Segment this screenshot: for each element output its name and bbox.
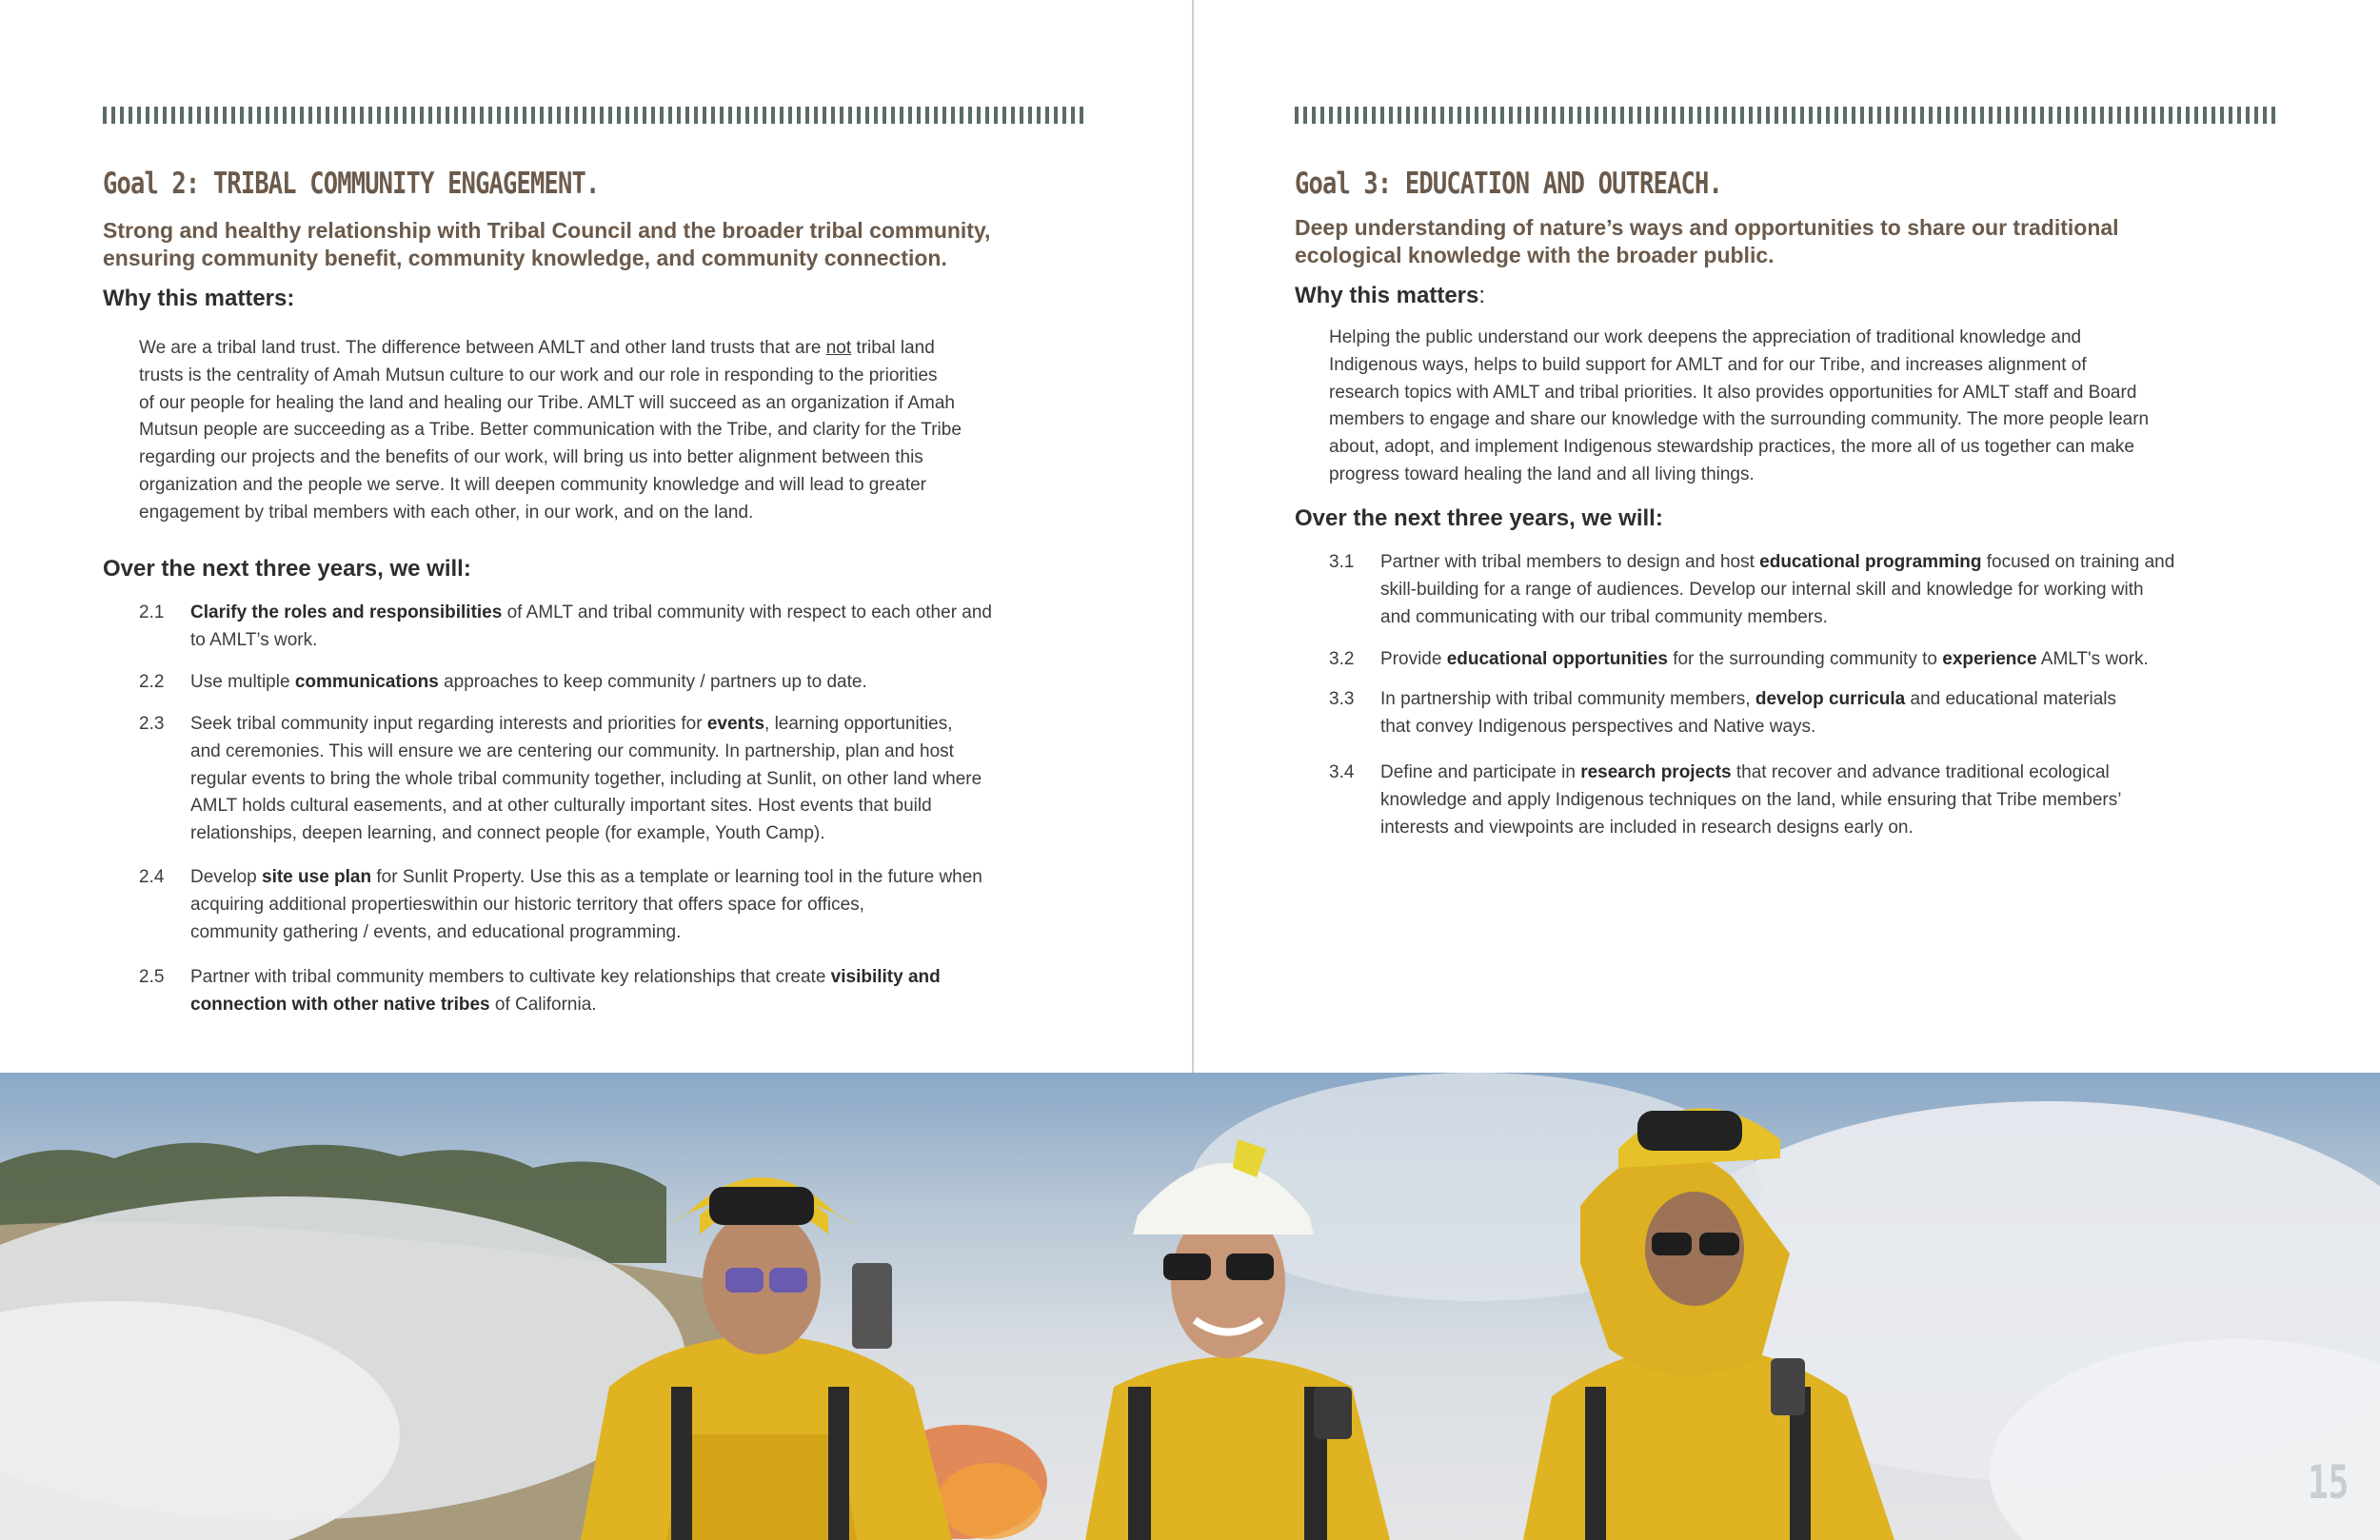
why-paragraph: Helping the public understand our work deepens the appreciation of traditional knowledge and Indigenous ways, helps to build support for AMLT and for our Tribe, and increases alignment of research topics with AMLT and tribal priorities. It also provides opportunities for AMLT staff and Board members to engage and share our knowledge with the surrounding community. The more people learn about, adopt, and implement Indigenous stewardship practices, the more all of us together can make progress toward healing the land and all living things. <box>1329 327 2150 484</box>
page-spine <box>1192 0 1194 1073</box>
goal-3-subtitle: Deep understanding of nature’s ways and opportunities to share our traditional ecological knowledge with the broader public. <box>1295 215 2119 267</box>
goal-2-title: Goal 2: TRIBAL COMMUNITY ENGAGEMENT. <box>103 167 600 201</box>
decorative-rule-left <box>103 107 1083 124</box>
goal-3-title: Goal 3: EDUCATION AND OUTREACH. <box>1295 167 1723 201</box>
goal-2-subtitle: Strong and healthy relationship with Tribal Council and the broader tribal community, ensuring community benefit, community knowledge, and community connection. <box>103 218 991 270</box>
over-heading: Over the next three years, we will: <box>1295 505 1663 531</box>
page-number: 15 <box>2308 1456 2350 1510</box>
why-heading: Why this matters: <box>1295 283 1486 308</box>
firefighters-photo <box>0 1073 2380 1540</box>
why-paragraph: We are a tribal land trust. The difference between AMLT and other land trusts that are not tribal land trusts is the centrality of Amah Mutsun culture to our work and our role in responding to the priorities of our people for healing the land and healing our Tribe. AMLT will succeed as an organization if Amah Mutsun people are succeeding as a Tribe. Better communication with the Tribe, and clarity for the Tribe regarding our projects and the benefits of our work, will bring us into better alignment between this organization and the people we serve. It will deepen community knowledge and will lead to greater engagement by tribal members with each other, in our work, and on the land. <box>139 338 962 523</box>
over-heading: Over the next three years, we will: <box>103 556 471 582</box>
underlined-word: not <box>825 338 852 358</box>
decorative-rule-right <box>1295 107 2275 124</box>
why-heading: Why this matters: <box>103 286 295 311</box>
